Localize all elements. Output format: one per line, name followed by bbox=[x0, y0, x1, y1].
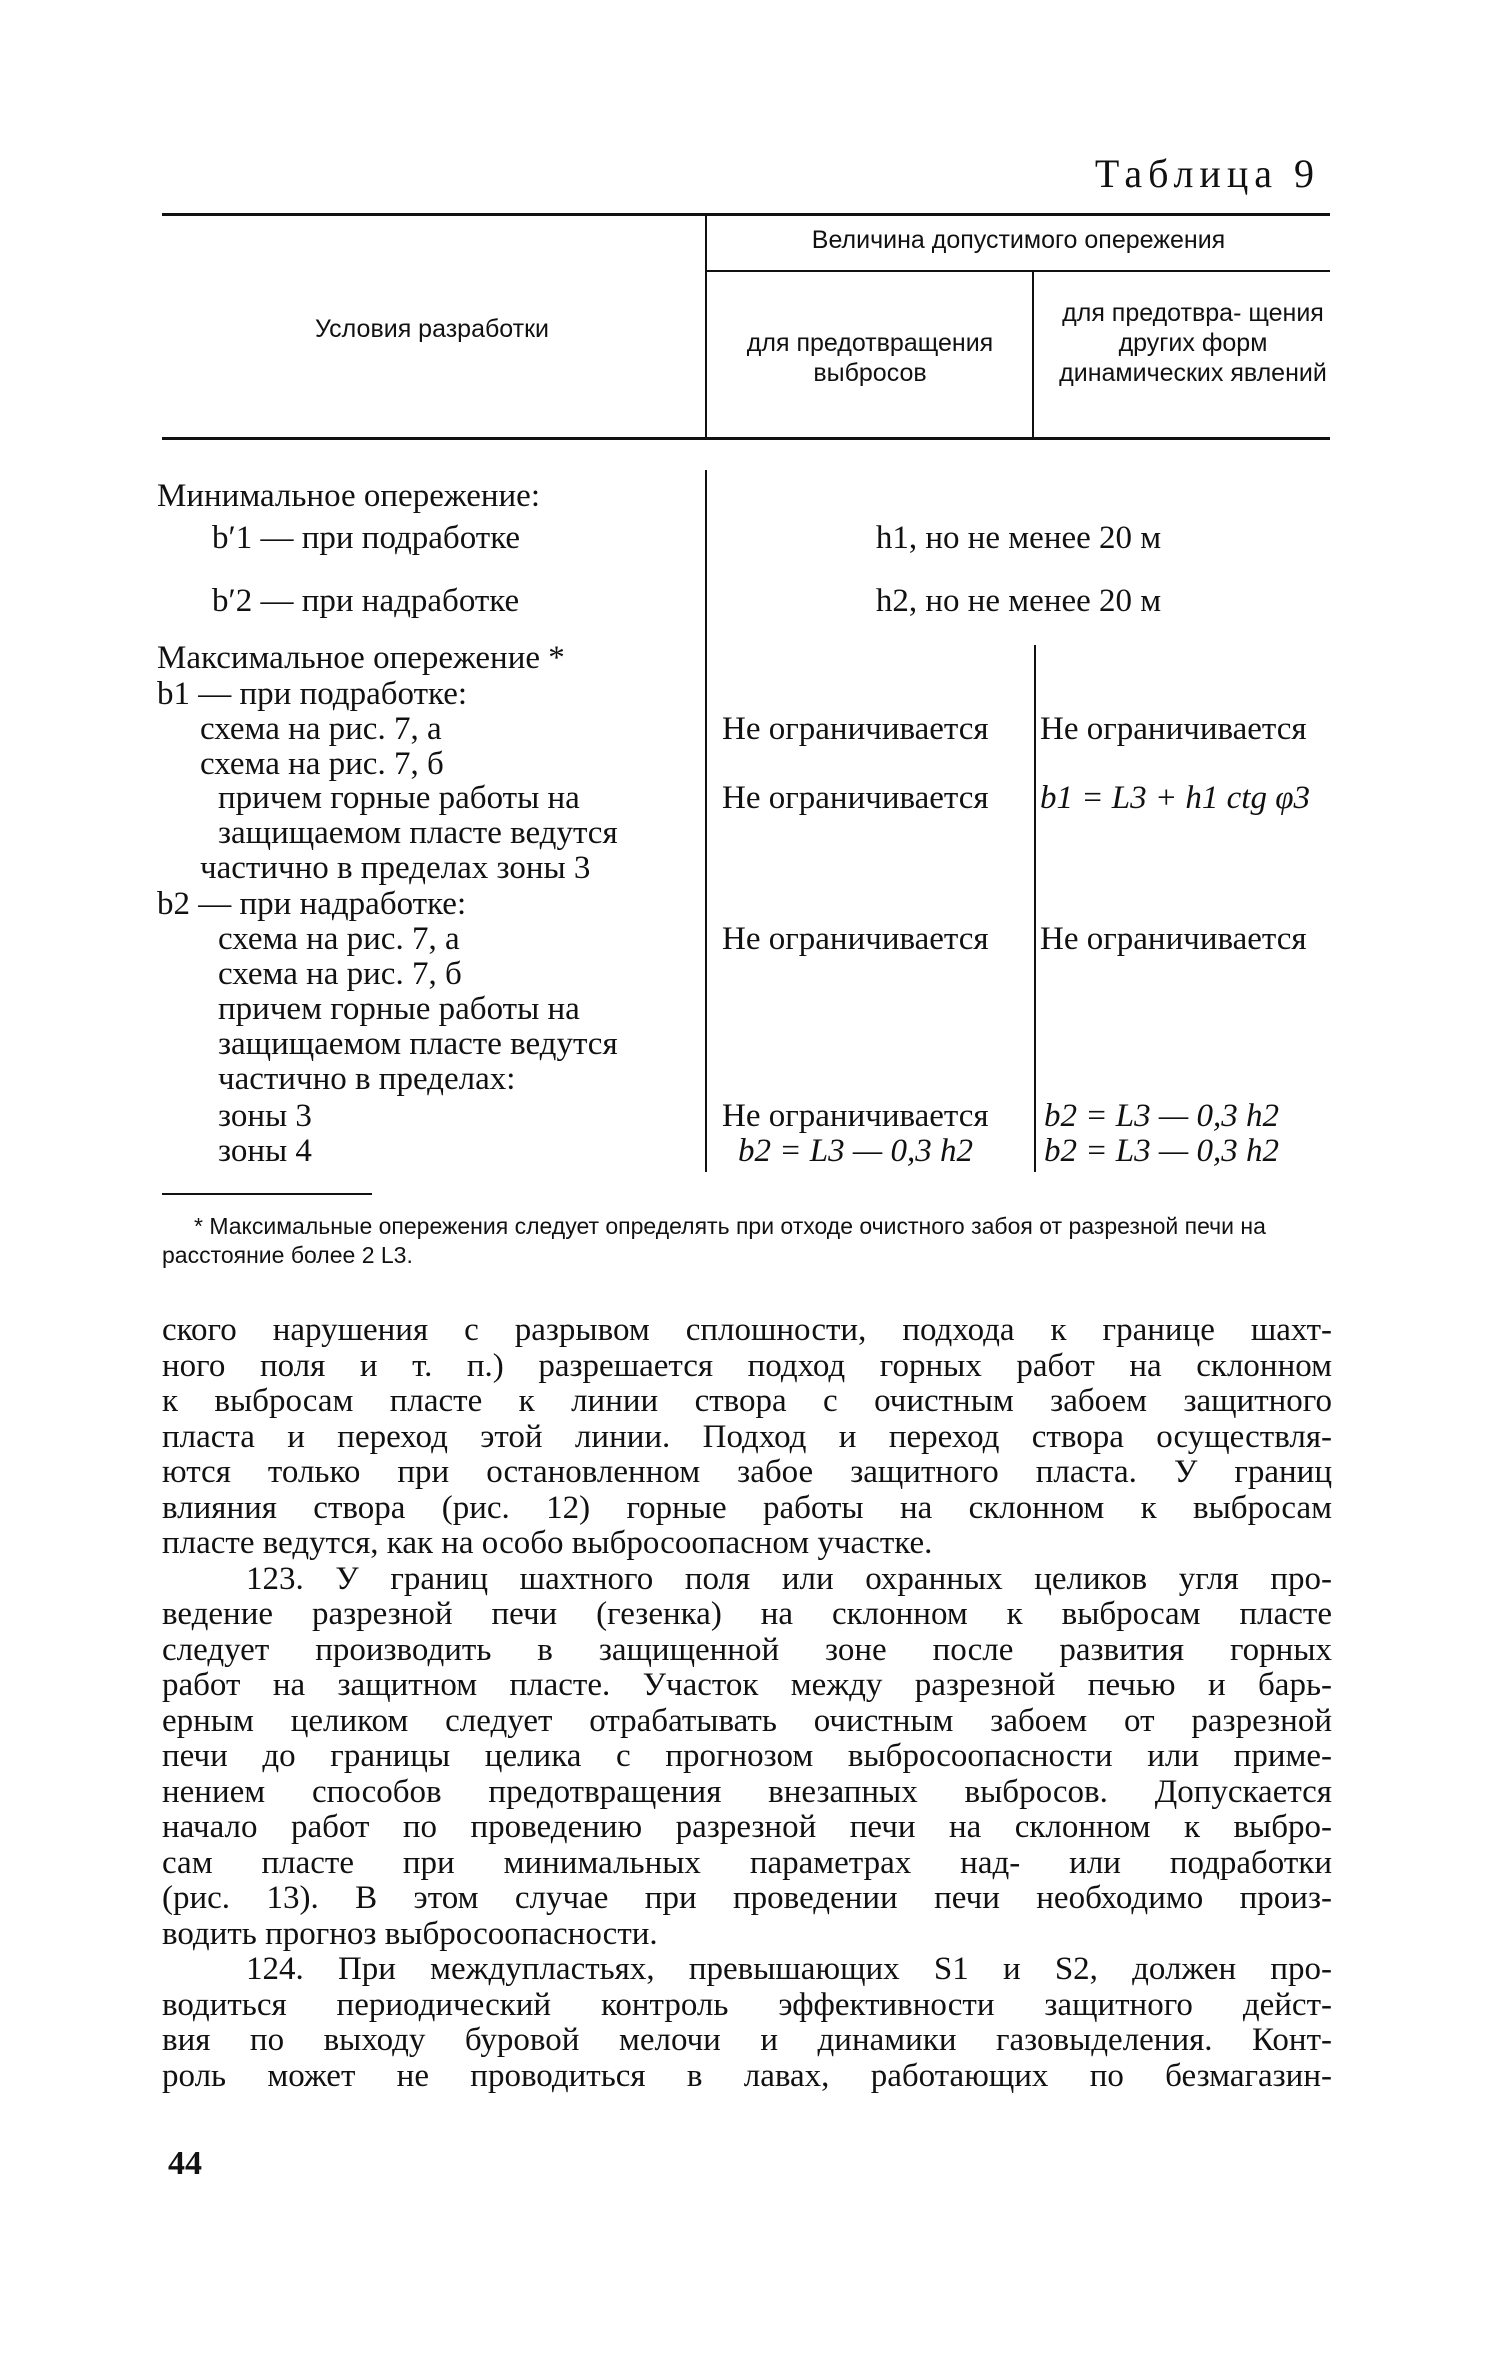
body-vline-left bbox=[705, 470, 707, 1172]
text-line: пласте ведутся, как на особо выбросоопасном участке. bbox=[162, 1525, 933, 1561]
b2-min-value: h2, но не менее 20 м bbox=[875, 583, 1162, 619]
b1-s7b-other-formula: b1 = L3 + h1 ctg φ3 bbox=[1040, 780, 1310, 816]
row-b1-min-label: b′1 — при подработке bbox=[212, 520, 521, 556]
row-b2-max-label: b2 — при надработке: bbox=[157, 886, 467, 922]
text-line: (рис. 13). В этом случае при проведении печи необходимо произ- bbox=[162, 1880, 1332, 1916]
text-line: ского нарушения с разрывом сплошности, подхода к границе шахт- bbox=[162, 1312, 1332, 1348]
row-zone-4-label: зоны 4 bbox=[218, 1133, 312, 1169]
body-text bbox=[162, 1313, 1332, 2094]
row-b1-scheme-7b: схема на рис. 7, б bbox=[200, 746, 444, 782]
row-b2-note-line2: защищаемом пласте ведутся bbox=[218, 1026, 618, 1062]
row-b2-note-line3: частично в пределах: bbox=[218, 1061, 516, 1097]
text-line: ерным целиком следует отрабатывать очистным забоем от разрезной bbox=[162, 1702, 1332, 1739]
row-b1-note-line1: причем горные работы на bbox=[218, 780, 580, 816]
paragraph-124 bbox=[162, 1952, 1332, 2094]
text-line: к выбросам пласте к линии створа с очистным забоем защитного bbox=[162, 1383, 1332, 1419]
b1-s7a-outbursts: Не ограничивается bbox=[722, 711, 989, 747]
header-bottom-rule bbox=[162, 437, 1330, 440]
text-line: следует производить в защищенной зоне после развития горных bbox=[162, 1631, 1332, 1668]
text-line: ного поля и т. п.) разрешается подход горных работ на склонном bbox=[162, 1347, 1332, 1384]
header-col-outbursts: для предотвращения выбросов bbox=[746, 329, 994, 387]
zone3-other-formula: b2 = L3 — 0,3 h2 bbox=[1044, 1098, 1279, 1134]
text-line: влияния створа (рис. 12) горные работы на склонном к выбросам bbox=[162, 1489, 1332, 1526]
paragraph-1 bbox=[162, 1313, 1332, 1562]
row-b2-scheme-7a: схема на рис. 7, а bbox=[218, 921, 460, 957]
header-col-other: для предотвра- щения других форм динамических явлений bbox=[1059, 299, 1327, 387]
b1-s7b-outbursts: Не ограничивается bbox=[722, 780, 989, 816]
table-title: Таблица 9 bbox=[1094, 151, 1320, 196]
header-group: Величина допустимого опережения bbox=[811, 226, 1226, 254]
text-line: ются только при остановленном забое защитного пласта. У границ bbox=[162, 1454, 1332, 1490]
text-line: начало работ по проведению разрезной печи на склонном к выбро- bbox=[162, 1809, 1332, 1845]
text-line: пласта и переход этой линии. Подход и переход створа осуществля- bbox=[162, 1418, 1332, 1455]
table-footnote: * Максимальные опережения следует определять при отходе очистного забоя от разрезной печи на расстояние более 2 L3. bbox=[162, 1213, 1266, 1268]
b1-s7a-other: Не ограничивается bbox=[1040, 711, 1307, 747]
row-b1-max-label: b1 — при подработке: bbox=[157, 676, 468, 712]
text-line: вия по выходу буровой мелочи и динамики газовыделения. Конт- bbox=[162, 2022, 1332, 2058]
b2-s7a-outbursts: Не ограничивается bbox=[722, 921, 989, 957]
table-top-rule bbox=[162, 213, 1330, 216]
header-vline-right bbox=[1032, 272, 1034, 437]
zone4-outbursts-formula: b2 = L3 — 0,3 h2 bbox=[738, 1133, 973, 1169]
text-line: нением способов предотвращения внезапных выбросов. Допускается bbox=[162, 1773, 1332, 1810]
text-line: ведение разрезной печи (гезенка) на склонном к выбросам пласте bbox=[162, 1596, 1332, 1632]
b2-s7a-other: Не ограничивается bbox=[1040, 921, 1307, 957]
text-line: 124. При междупластьях, превышающих S1 и S2, должен про- bbox=[246, 1951, 1332, 1987]
header-group-rule bbox=[707, 270, 1330, 272]
body-vline-right bbox=[1034, 645, 1036, 1172]
min-advance-title: Минимальное опережение: bbox=[157, 478, 540, 514]
row-b1-note-line2: защищаемом пласте ведутся bbox=[218, 815, 618, 851]
max-advance-title: Максимальное опережение * bbox=[157, 640, 565, 676]
footnote-rule bbox=[162, 1193, 372, 1195]
row-zone-3-label: зоны 3 bbox=[218, 1098, 312, 1134]
text-line: печи до границы целика с прогнозом выбросоопасности или приме- bbox=[162, 1738, 1332, 1774]
text-line: водиться периодический контроль эффективности защитного дейст- bbox=[162, 1986, 1332, 2023]
row-b1-scheme-7a: схема на рис. 7, а bbox=[200, 711, 442, 747]
page-number: 44 bbox=[168, 2145, 202, 2182]
paragraph-123 bbox=[162, 1562, 1332, 1953]
text-line: водить прогноз выбросоопасности. bbox=[162, 1915, 658, 1952]
header-conditions: Условия разработки bbox=[314, 315, 550, 343]
text-line: сам пласте при минимальных параметрах над- или подработки bbox=[162, 1844, 1332, 1881]
row-b1-note-line3: частично в пределах зоны 3 bbox=[200, 850, 591, 886]
b1-min-value: h1, но не менее 20 м bbox=[875, 520, 1162, 556]
row-b2-min-label: b′2 — при надработке bbox=[212, 583, 520, 619]
zone3-outbursts: Не ограничивается bbox=[722, 1098, 989, 1134]
text-line: 123. У границ шахтного поля или охранных целиков угля про- bbox=[246, 1560, 1332, 1597]
text-line: роль может не проводиться в лавах, работающих по безмагазин- bbox=[162, 2057, 1332, 2094]
row-b2-scheme-7b: схема на рис. 7, б bbox=[218, 956, 462, 992]
zone4-other-formula: b2 = L3 — 0,3 h2 bbox=[1044, 1133, 1279, 1169]
text-line: работ на защитном пласте. Участок между разрезной печью и барь- bbox=[162, 1667, 1332, 1703]
row-b2-note-line1: причем горные работы на bbox=[218, 991, 580, 1027]
